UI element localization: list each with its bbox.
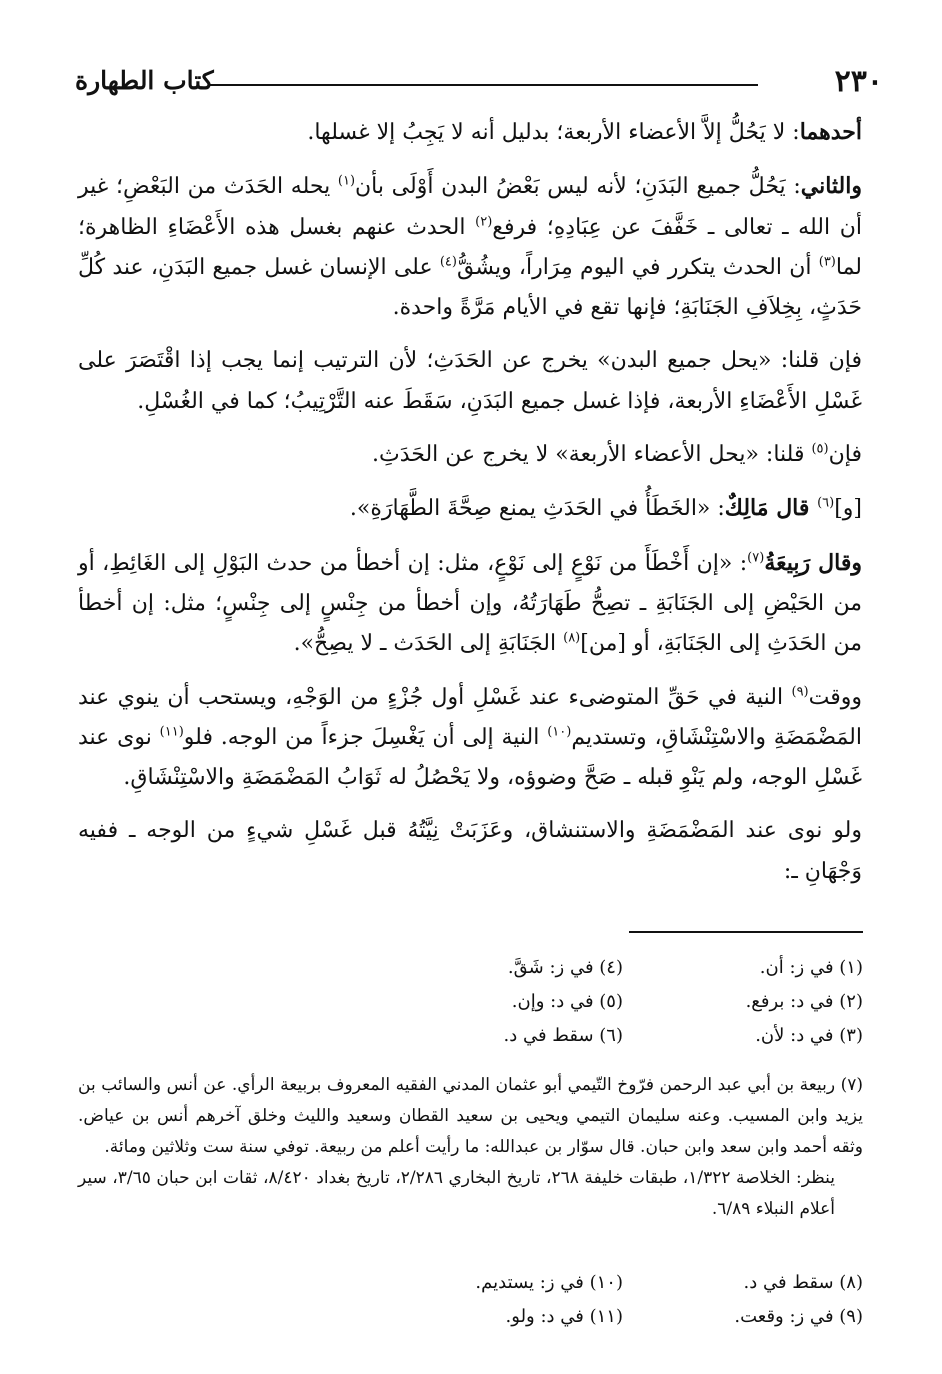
paragraph-lead: أحدهما <box>799 119 862 145</box>
paragraph-text: ووقت <box>808 684 862 710</box>
paragraph-text: النية إلى أن يَغْسِلَ جزءاً من الوجه. فلو <box>183 724 548 750</box>
footnote-7-sources: ينظر: الخلاصة ١/٣٢٢، طبقات خليفة ٢٦٨، تاريخ البخاري ٢/٢٨٦، تاريخ بغداد ٨/٤٢٠، ثقات ابن حبان ٣/٦٥، سير أعلام النبلاء ٦/٨٩. <box>78 1168 835 1219</box>
footnotes-short-2 <box>250 1266 863 1334</box>
footnote-marker[interactable]: (١) <box>337 173 356 189</box>
paragraph-4 <box>78 435 862 475</box>
paragraph-text: : يَحُلُّ جميع البَدَنِ؛ لأنه ليس بَعْضُ البدن أَوْلَى بأن <box>355 174 801 200</box>
paragraph-text: الحدث عنهم بغسل هذه الأَعْضَاءِ الظاهرة؛ لما <box>78 214 862 280</box>
footnote-marker[interactable]: (٤) <box>439 254 457 270</box>
footnote-marker[interactable]: (١١) <box>159 724 184 740</box>
page-header <box>75 60 883 100</box>
footnote-4: (٤) في ز: شَقَّ. <box>507 957 623 978</box>
paragraph-7 <box>78 678 862 799</box>
paragraph-text: يحله الحَدَث من البَعْضِ؛ غير أن الله ـ تعالى ـ خَفَّفَ عن عِبَادِهِ؛ فرفع <box>78 174 862 240</box>
paragraph-3 <box>78 341 862 422</box>
page-number: ٢٣٠ <box>834 64 883 99</box>
footnote-10: (١٠) في ز: يستديم. <box>475 1272 623 1293</box>
footnote-separator <box>629 931 863 933</box>
paragraph-text: [و] <box>834 496 862 522</box>
paragraph-5 <box>78 488 862 529</box>
paragraph-text: الجَنَابَةِ إلى الحَدَث ـ لا يصِحُّ». <box>293 631 564 657</box>
footnote-1: (١) في ز: أن. <box>759 957 863 978</box>
footnote-marker[interactable]: (٩) <box>791 684 809 700</box>
footnote-8: (٨) سقط في د. <box>743 1272 863 1293</box>
footnote-row <box>250 1266 863 1300</box>
footnotes-short-1 <box>250 951 863 1053</box>
footnote-row <box>250 1019 863 1053</box>
footnote-marker[interactable]: (٦) <box>817 496 835 512</box>
footnote-2: (٢) في د: برفع. <box>745 991 863 1012</box>
paragraph-text: فإن قلنا: «يحل جميع البدن» يخرج عن الحَدَثِ؛ لأن الترتيب إنما يجب إذا اقْتَصَرَ على غَسْلِ الأَعْضَاءِ الأربعة، فإذا غسل جميع البَدَنِ، سَقَطَ عنه التَّرْتِيبُ؛ كما في الغُسْلِ. <box>78 348 862 414</box>
footnote-9: (٩) في ز: وقعت. <box>734 1306 863 1327</box>
footnote-5: (٥) في د: وإن. <box>511 991 623 1012</box>
footnote-marker[interactable]: (١٠) <box>547 724 572 740</box>
paragraph-1 <box>78 112 862 153</box>
footnote-marker[interactable]: (٨) <box>563 630 581 646</box>
main-text <box>78 112 862 905</box>
paragraph-lead: والثاني <box>800 173 862 200</box>
paragraph-text: : «الخَطَأُ في الحَدَثِ يمنع صِحَّةَ الطَّهَارَةِ». <box>349 496 725 522</box>
paragraph-8 <box>78 811 862 892</box>
paragraph-text: على الإنسان غسل جميع البَدَنِ، عند كُلِّ حَدَثٍ، بِخِلاَفِ الجَنَابَةِ؛ فإنها تقع في الأيام مَرَّةً واحدة. <box>78 254 862 321</box>
footnote-3: (٣) في د: لأن. <box>755 1025 863 1046</box>
paragraph-text: : لا يَحُلُّ إلاَّ الأعضاء الأربعة؛ بدليل أنه لا يَجِبُ إلا غسلها. <box>307 120 800 145</box>
footnote-row <box>250 985 863 1019</box>
footnote-marker[interactable]: (٥) <box>811 441 829 457</box>
footnote-marker[interactable]: (٣) <box>818 254 836 270</box>
book-title: كتاب الطهارة <box>75 66 214 95</box>
header-rule <box>210 84 758 86</box>
paragraph-text: نوى عند غَسْلِ الوجه، ولم يَنْوِ قبله ـ صَحَّ وضوؤه، ولا يَحْصُلُ له ثَوَابُ المَضْمَضَةِ والاسْتِنْشَاقِ. <box>78 724 862 791</box>
paragraph-text: ولو نوى عند المَضْمَضَةِ والاستنشاق، وعَزَبَتْ نِيَّتُهُ قبل غَسْلِ شيءٍ من الوجه ـ ففيه وَجْهَانِ ـ: <box>78 818 862 884</box>
footnote-11: (١١) في د: ولو. <box>505 1306 623 1327</box>
footnote-7-biography: (٧) ربيعة بن أبي عبد الرحمن فرّوخ التّيمي أبو عثمان المدني الفقيه المعروف بربيعة الرأي. عن أنس والسائب بن يزيد وابن المسيب. وعنه سليمان التيمي ويحيى بن سعيد القطان وسعيد والليث وخلق آخرهم أنس بن عياض. وثقه أحمد وابن سعد وابن حبان. قال سوّار بن عبدالله: ما رأيت أعلم من ربيعة. توفي سنة ست وثلاثين ومائة. <box>78 1075 863 1157</box>
paragraph-6 <box>78 543 862 665</box>
paragraph-text: فإن <box>828 442 862 468</box>
footnote-row <box>250 951 863 985</box>
paragraph-text: أن الحدث يتكرر في اليوم مِرَاراً، ويشُقُّ <box>456 254 819 280</box>
footnote-marker[interactable]: (٢) <box>475 214 493 230</box>
footnote-7 <box>78 1070 863 1225</box>
paragraph-text: قلنا: «يحل الأعضاء الأربعة» لا يخرج عن الحَدَثِ. <box>371 442 812 468</box>
paragraph-text: النية في حَقِّ المتوضىء عند غَسْلِ أول جُزْءٍ من الوَجْهِ، ويستحب أن ينوي عند المَضْمَضَةِ والاسْتِنْشَاقِ، وتستديم <box>78 684 862 750</box>
footnote-row <box>250 1300 863 1334</box>
footnote-marker[interactable]: (٧) <box>747 550 765 566</box>
paragraph-lead: قال مَالِكٌ <box>724 495 818 522</box>
footnote-6: (٦) سقط في د. <box>503 1025 623 1046</box>
paragraph-lead: وقال رَبِيعَةُ <box>764 549 863 576</box>
paragraph-2 <box>78 166 862 328</box>
paragraph-text: : «إن أَخْطَأَ من نَوْعٍ إلى نَوْعٍ، مثل: إن أخطأ من حدث البَوْلِ إلى الغَائِطِ، أو من الحَيْضِ إلى الجَنَابَةِ ـ تصِحُّ طَهَارَتُهُ، وإن أخطأ من جِنْسٍ إلى جِنْسٍ؛ مثل: إن أخطأ من الحَدَثِ إلى الجَنَابَةِ، أو [من] <box>78 550 862 657</box>
